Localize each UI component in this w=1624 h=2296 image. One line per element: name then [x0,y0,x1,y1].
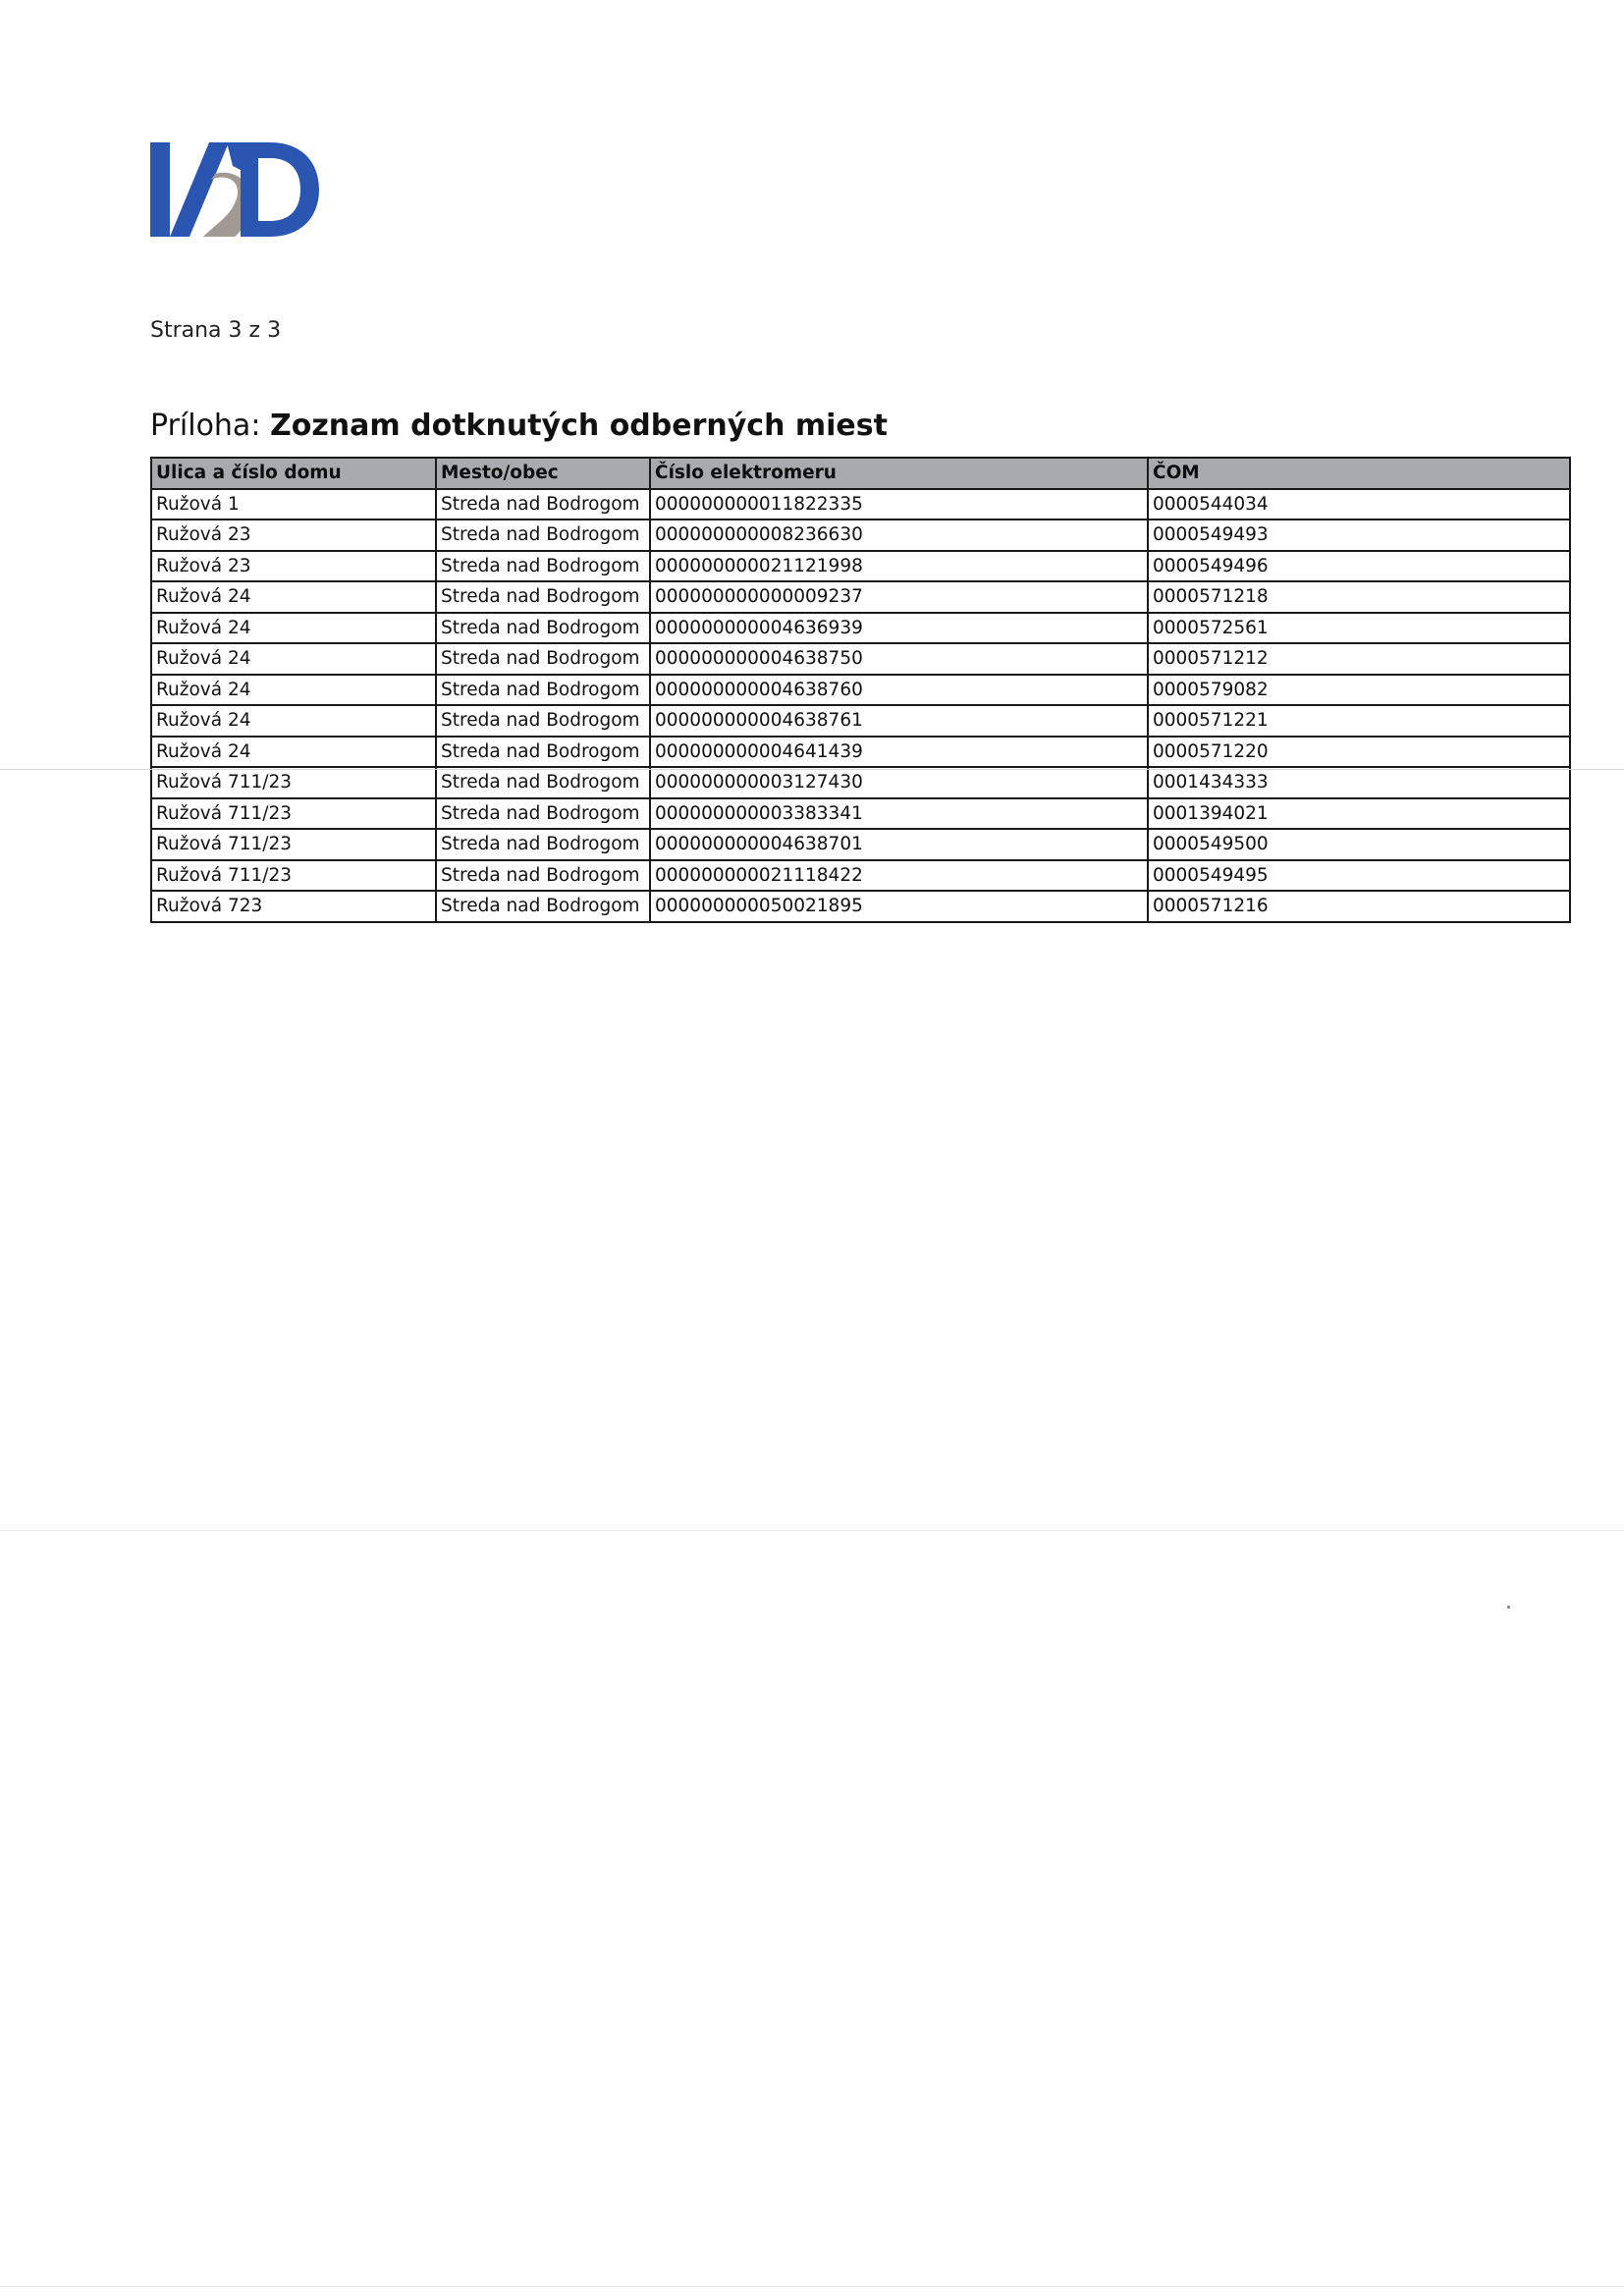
cell-city: Streda nad Bodrogom [436,860,650,892]
cell-meter-number: 000000000004638750 [650,643,1148,675]
table-row [151,489,1570,520]
cell-street: Ružová 711/23 [151,860,436,892]
cell-city: Streda nad Bodrogom [436,489,650,520]
cell-city: Streda nad Bodrogom [436,705,650,737]
column-header-com: ČOM [1148,458,1570,489]
table-row [151,860,1570,892]
cell-city: Streda nad Bodrogom [436,613,650,644]
cell-com: 0000549500 [1148,829,1570,860]
cell-com: 0000549496 [1148,551,1570,582]
cell-street: Ružová 1 [151,489,436,520]
table-row [151,581,1570,613]
scan-speck [1507,1606,1510,1609]
attachment-label: Príloha: [150,409,261,443]
cell-street: Ružová 24 [151,581,436,613]
cell-com: 0001394021 [1148,798,1570,830]
cell-street: Ružová 24 [151,613,436,644]
attachment-heading [150,409,888,443]
cell-street: Ružová 711/23 [151,767,436,798]
cell-street: Ružová 24 [151,705,436,737]
cell-street: Ružová 24 [151,675,436,706]
cell-meter-number: 000000000004638701 [650,829,1148,860]
cell-meter-number: 000000000003383341 [650,798,1148,830]
vsd-logo [150,142,319,237]
cell-street: Ružová 723 [151,891,436,922]
cell-city: Streda nad Bodrogom [436,675,650,706]
cell-com: 0000571218 [1148,581,1570,613]
cell-meter-number: 000000000050021895 [650,891,1148,922]
cell-street: Ružová 24 [151,737,436,768]
cell-meter-number: 000000000021118422 [650,860,1148,892]
cell-street: Ružová 23 [151,519,436,551]
cell-street: Ružová 711/23 [151,829,436,860]
cell-meter-number: 000000000003127430 [650,767,1148,798]
table-row [151,829,1570,860]
table-row [151,798,1570,830]
cell-city: Streda nad Bodrogom [436,891,650,922]
table-row [151,705,1570,737]
cell-meter-number: 000000000011822335 [650,489,1148,520]
cell-com: 0000549493 [1148,519,1570,551]
cell-city: Streda nad Bodrogom [436,519,650,551]
cell-city: Streda nad Bodrogom [436,767,650,798]
cell-meter-number: 000000000004636939 [650,613,1148,644]
column-header-street: Ulica a číslo domu [151,458,436,489]
cell-meter-number: 000000000021121998 [650,551,1148,582]
table-header-row [151,458,1570,489]
table-row [151,551,1570,582]
table-row [151,675,1570,706]
scan-fold-line [0,1530,1624,1531]
cell-street: Ružová 711/23 [151,798,436,830]
cell-city: Streda nad Bodrogom [436,643,650,675]
affected-points-table [150,457,1571,923]
table-row [151,613,1570,644]
cell-com: 0000571220 [1148,737,1570,768]
cell-city: Streda nad Bodrogom [436,551,650,582]
cell-city: Streda nad Bodrogom [436,581,650,613]
cell-com: 0000572561 [1148,613,1570,644]
cell-meter-number: 000000000004638761 [650,705,1148,737]
page-number: Strana 3 z 3 [150,318,282,343]
column-header-city: Mesto/obec [436,458,650,489]
cell-street: Ružová 23 [151,551,436,582]
cell-meter-number: 000000000000009237 [650,581,1148,613]
cell-com: 0000571221 [1148,705,1570,737]
cell-com: 0001434333 [1148,767,1570,798]
column-header-meter-number: Číslo elektromeru [650,458,1148,489]
cell-com: 0000579082 [1148,675,1570,706]
table-row [151,891,1570,922]
table-row [151,519,1570,551]
cell-com: 0000571212 [1148,643,1570,675]
attachment-title: Zoznam dotknutých odberných miest [269,409,888,443]
scan-fold-line [0,769,1624,770]
cell-city: Streda nad Bodrogom [436,829,650,860]
cell-meter-number: 000000000004638760 [650,675,1148,706]
cell-com: 0000571216 [1148,891,1570,922]
scan-fold-line [0,2286,1624,2287]
cell-city: Streda nad Bodrogom [436,737,650,768]
cell-meter-number: 000000000008236630 [650,519,1148,551]
table-row [151,737,1570,768]
cell-city: Streda nad Bodrogom [436,798,650,830]
cell-com: 0000549495 [1148,860,1570,892]
table-row [151,643,1570,675]
cell-street: Ružová 24 [151,643,436,675]
cell-com: 0000544034 [1148,489,1570,520]
cell-meter-number: 000000000004641439 [650,737,1148,768]
table-row [151,767,1570,798]
